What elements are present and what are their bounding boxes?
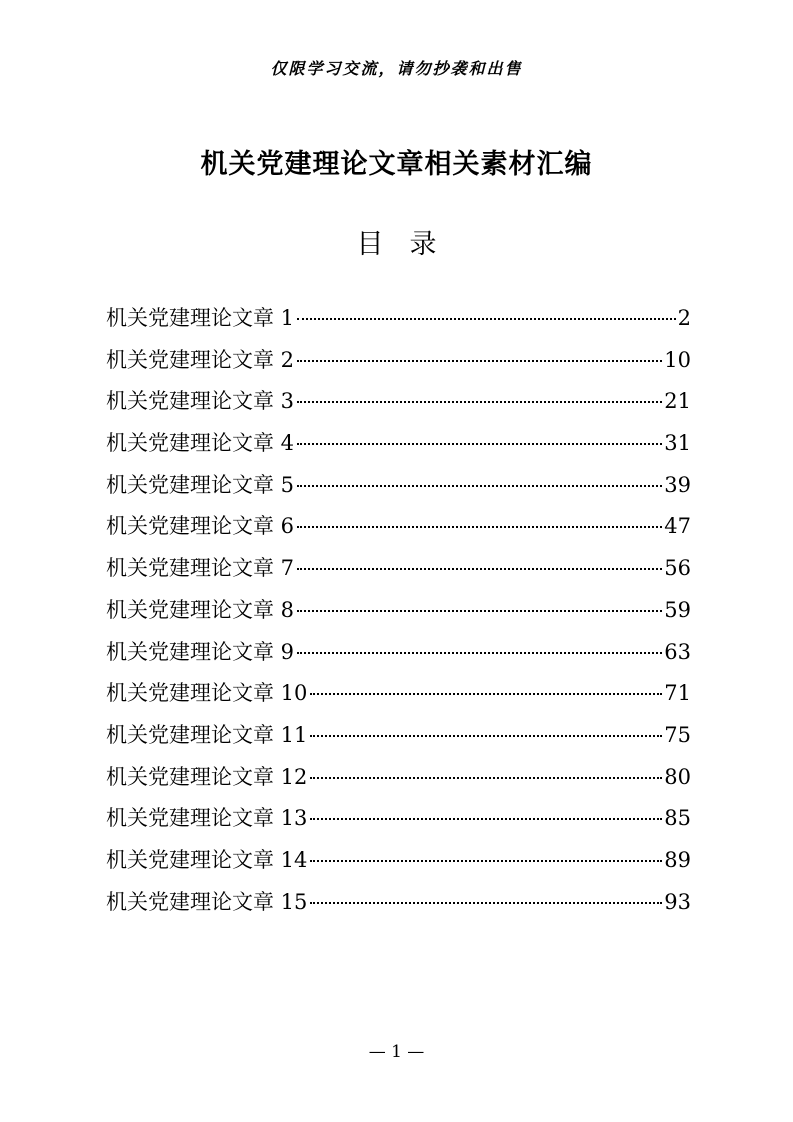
toc-entry-label: 机关党建理论文章 5 (106, 472, 295, 497)
toc-entry-page: 10 (664, 347, 691, 372)
toc-entry-label: 机关党建理论文章 4 (106, 431, 295, 456)
toc-entry-page: 71 (664, 681, 691, 706)
toc-dot-leader (310, 902, 662, 904)
toc-entry-page: 31 (664, 431, 691, 456)
toc-entry[interactable] (106, 798, 691, 840)
toc-entry-page: 21 (664, 389, 691, 414)
toc-dot-leader (297, 526, 662, 528)
toc-dot-leader (310, 735, 662, 737)
toc-entry-label: 机关党建理论文章 10 (106, 681, 308, 706)
toc-dot-leader (297, 401, 662, 403)
toc-entry[interactable] (106, 590, 691, 632)
toc-entry-label: 机关党建理论文章 15 (106, 889, 308, 914)
toc-dot-leader (297, 485, 662, 487)
toc-entry-page: 93 (664, 889, 691, 914)
toc-entry-label: 机关党建理论文章 14 (106, 847, 308, 872)
toc-entry[interactable] (106, 840, 691, 882)
toc-entry[interactable] (106, 548, 691, 590)
toc-entry-label: 机关党建理论文章 2 (106, 347, 295, 372)
toc-entry[interactable] (106, 715, 691, 757)
toc-dot-leader (297, 652, 662, 654)
toc-entry-page: 47 (664, 514, 691, 539)
toc-dot-leader (297, 318, 676, 320)
page-number: — 1 — (368, 1042, 425, 1062)
toc-entry-page: 63 (664, 639, 691, 664)
toc-entry-page: 39 (664, 472, 691, 497)
toc-entry[interactable] (106, 381, 691, 423)
toc-entry[interactable] (106, 465, 691, 507)
toc-dot-leader (310, 693, 662, 695)
toc-entry[interactable] (106, 423, 691, 465)
toc-entry-page: 85 (664, 806, 691, 831)
toc-dot-leader (310, 818, 662, 820)
toc-entry-label: 机关党建理论文章 3 (106, 389, 295, 414)
toc-entry-label: 机关党建理论文章 7 (106, 556, 295, 581)
table-of-contents (106, 298, 691, 923)
toc-entry-label: 机关党建理论文章 11 (106, 722, 308, 747)
toc-entry[interactable] (106, 757, 691, 799)
toc-entry-page: 56 (664, 556, 691, 581)
toc-entry-page: 59 (664, 597, 691, 622)
document-title: 机关党建理论文章相关素材汇编 (200, 149, 593, 180)
toc-entry-label: 机关党建理论文章 13 (106, 806, 308, 831)
toc-entry-page: 2 (677, 306, 691, 330)
toc-entry-page: 80 (664, 764, 691, 789)
toc-entry-page: 89 (664, 847, 691, 872)
toc-dot-leader (297, 443, 662, 445)
toc-entry-label: 机关党建理论文章 9 (106, 639, 295, 664)
toc-heading: 目录 (356, 229, 463, 260)
toc-dot-leader (297, 610, 662, 612)
toc-dot-leader (310, 777, 662, 779)
header-note: 仅限学习交流，请勿抄袭和出售 (270, 59, 523, 78)
toc-entry-label: 机关党建理论文章 8 (106, 597, 295, 622)
toc-dot-leader (297, 568, 662, 570)
toc-entry-label: 机关党建理论文章 12 (106, 764, 308, 789)
toc-dot-leader (310, 860, 662, 862)
toc-entry[interactable] (106, 632, 691, 674)
toc-entry[interactable] (106, 506, 691, 548)
toc-dot-leader (297, 360, 662, 362)
toc-entry[interactable] (106, 673, 691, 715)
toc-entry[interactable] (106, 882, 691, 924)
toc-entry-label: 机关党建理论文章 6 (106, 514, 295, 539)
toc-entry[interactable] (106, 298, 691, 340)
toc-entry-label: 机关党建理论文章 1 (106, 306, 295, 330)
toc-entry-page: 75 (664, 722, 691, 747)
toc-entry[interactable] (106, 340, 691, 382)
